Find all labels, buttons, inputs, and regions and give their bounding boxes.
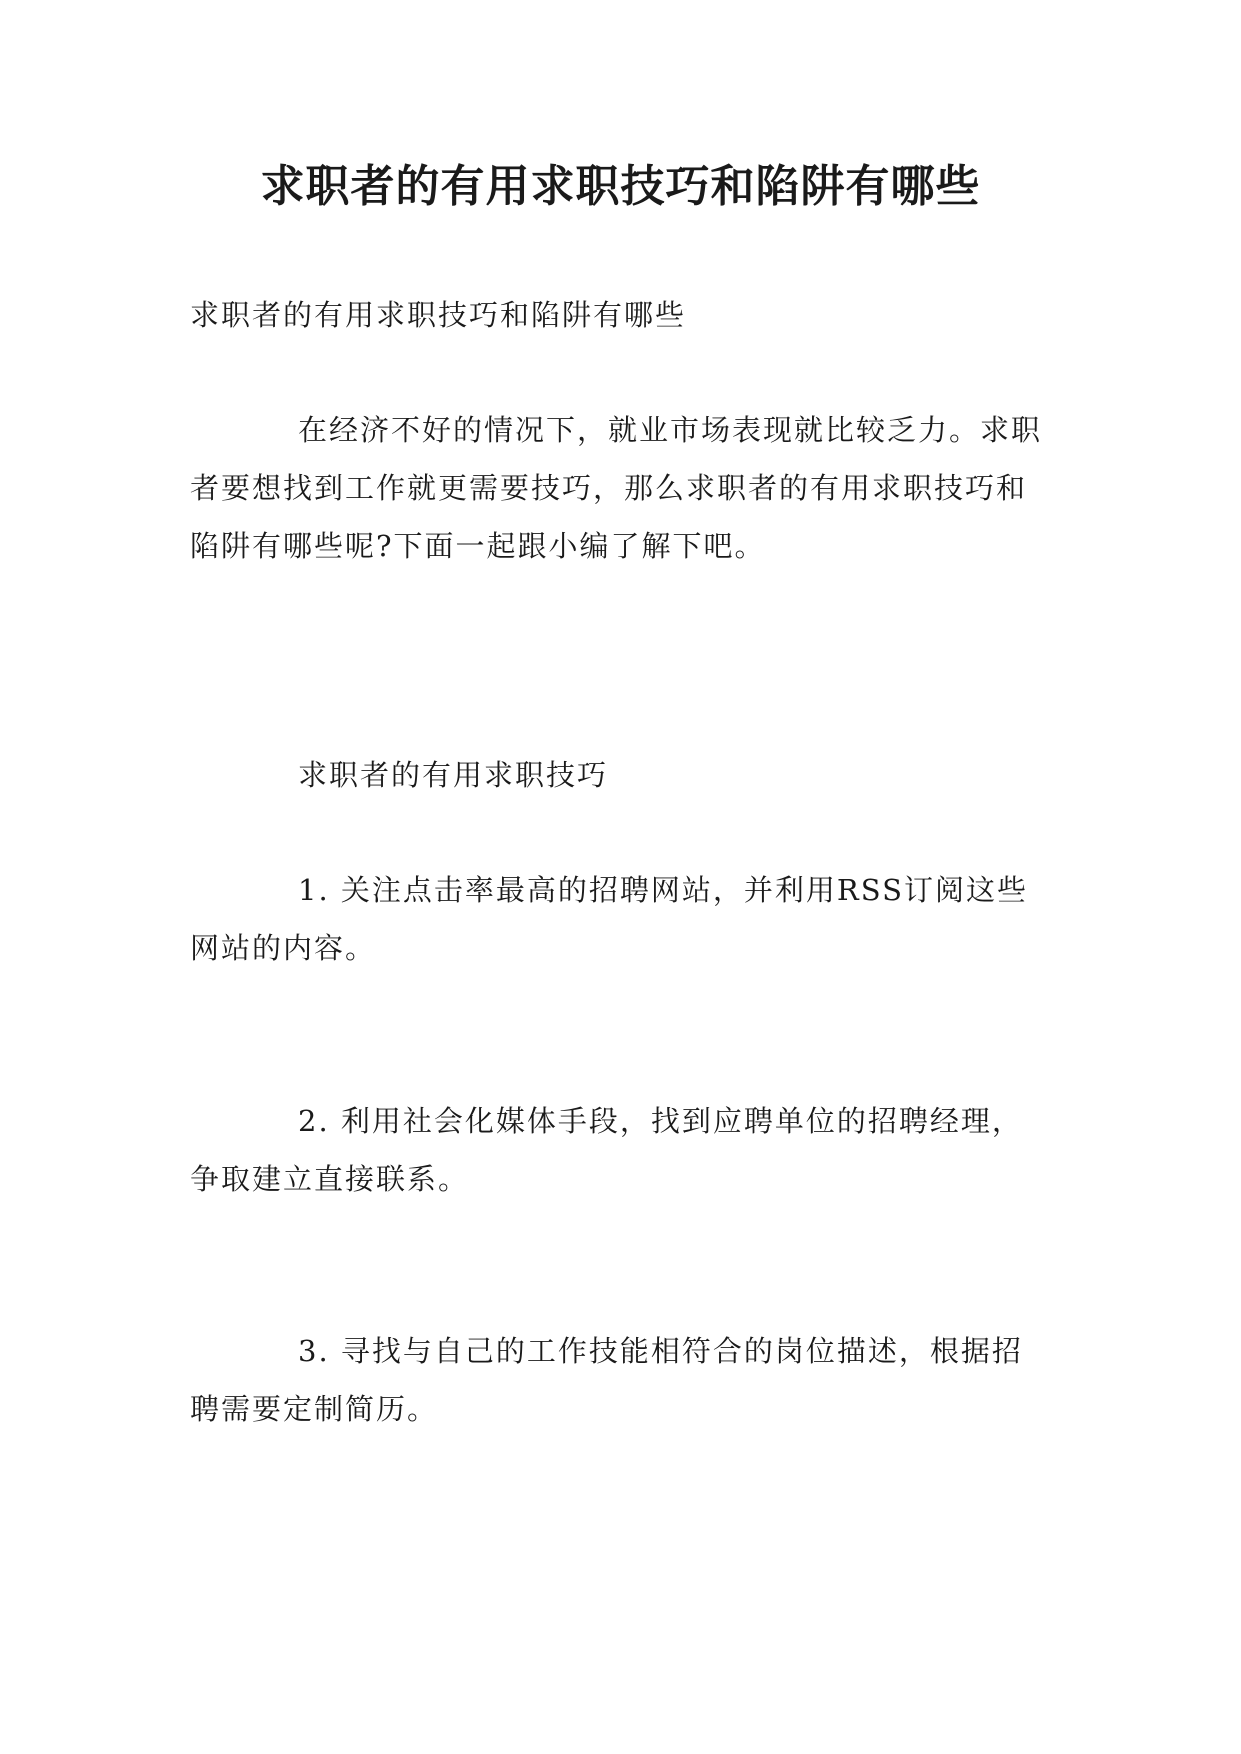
tip-item-3: 3. 寻找与自己的工作技能相符合的岗位描述，根据招聘需要定制简历。	[190, 1334, 1023, 1426]
section-heading: 求职者的有用求职技巧	[298, 758, 609, 792]
document-subtitle: 求职者的有用求职技巧和陷阱有哪些	[190, 298, 687, 332]
intro-paragraph: 在经济不好的情况下，就业市场表现就比较乏力。求职者要想找到工作就更需要技巧，那么求职者的有用求职技巧和陷阱有哪些呢?下面一起跟小编了解下吧。	[190, 413, 1043, 563]
document-title: 求职者的有用求职技巧和陷阱有哪些	[260, 161, 981, 212]
tip-item-1: 1. 关注点击率最高的招聘网站，并利用RSS订阅这些网站的内容。	[190, 873, 1028, 965]
tip-item-2: 2. 利用社会化媒体手段，找到应聘单位的招聘经理，争取建立直接联系。	[190, 1104, 1023, 1196]
